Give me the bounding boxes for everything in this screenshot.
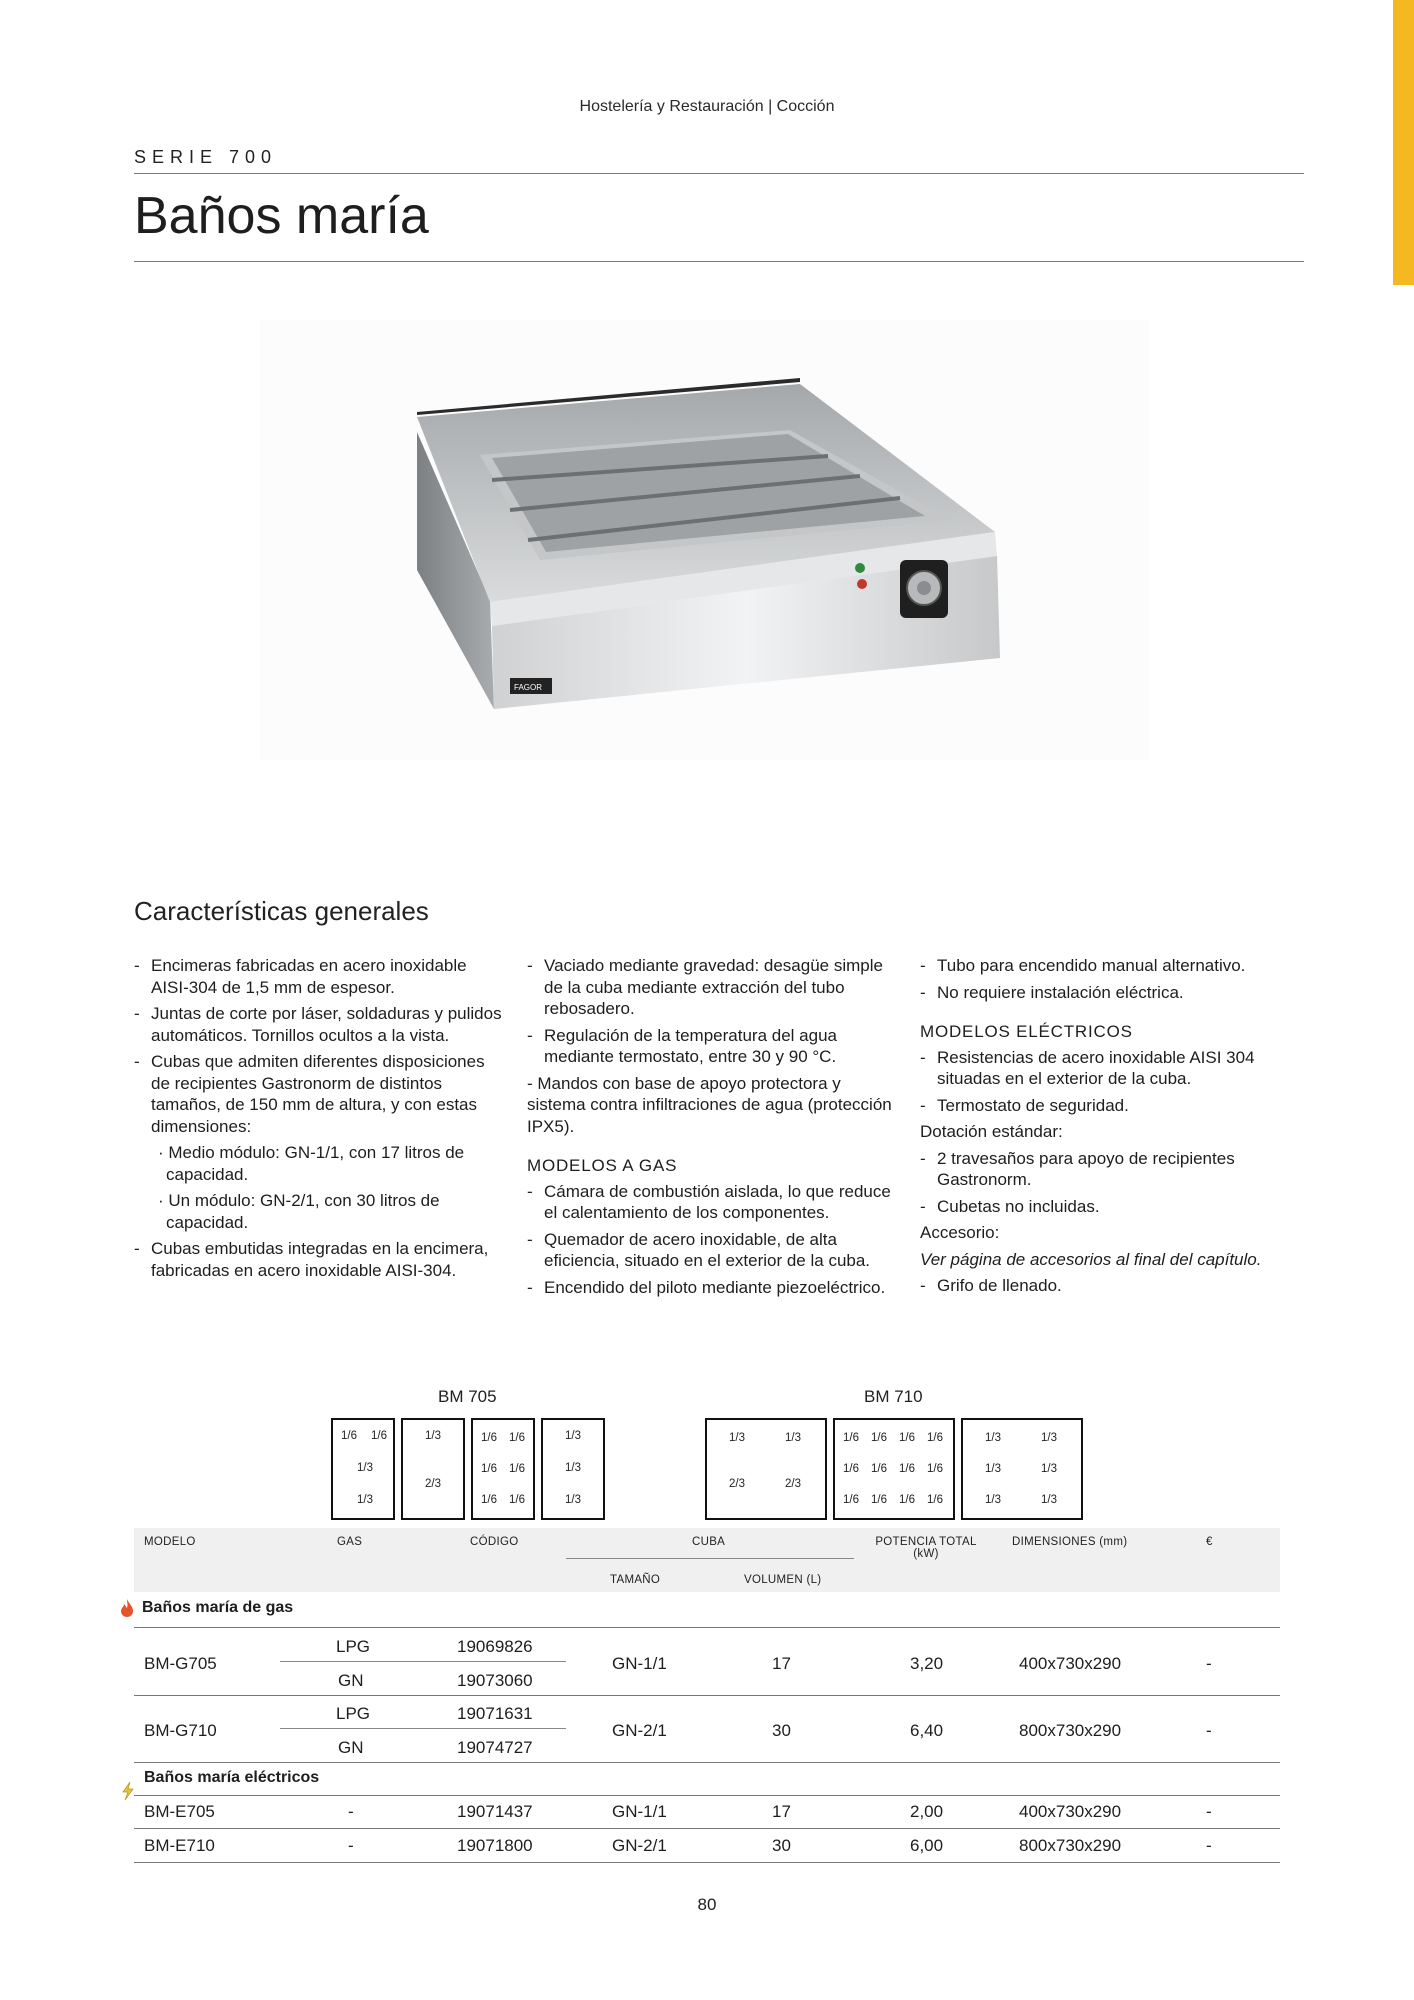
accessory-note: Ver página de accesorios al final del capítulo. [920, 1249, 1262, 1269]
list-item: - Grifo de llenado. [920, 1275, 1290, 1297]
brand-logo-text: FAGOR [514, 683, 543, 692]
cell-potencia: 2,00 [910, 1802, 944, 1821]
table-divider [280, 1661, 566, 1662]
header-potencia-unit: (kW) [913, 1548, 939, 1560]
cell-gas: GN [338, 1738, 364, 1757]
header-precio: € [1206, 1536, 1213, 1548]
cell-tamano: GN-1/1 [612, 1654, 667, 1673]
gn-cell: 1/6 [871, 1494, 887, 1506]
gn-cell: 1/3 [985, 1494, 1001, 1506]
list-item: - Regulación de la temperatura del agua mediante termostato, entre 30 y 90 °C. [527, 1025, 897, 1068]
cell-volumen: 17 [772, 1802, 791, 1821]
gn-cell: 1/6 [843, 1432, 859, 1444]
breadcrumb: Hostelería y Restauración | Cocción [579, 98, 835, 115]
header-potencia: POTENCIA TOTAL [875, 1536, 977, 1548]
gn-cell: 1/3 [985, 1463, 1001, 1475]
gn-cell: 1/6 [899, 1463, 915, 1475]
gn-cell: 1/3 [729, 1432, 745, 1444]
cell-tamano: GN-2/1 [612, 1721, 667, 1740]
header-cuba: CUBA [692, 1536, 726, 1548]
list-item: - Cámara de combustión aislada, lo que reduce el calentamiento de los componentes. [527, 1181, 897, 1224]
electric-category-title: Baños maría eléctricos [144, 1769, 320, 1786]
gn-cell: 1/3 [565, 1494, 581, 1506]
list-item: - Cubas embutidas integradas en la encimera, fabricadas en acero inoxidable AISI-304. [134, 1238, 504, 1281]
gn-cell: 1/6 [927, 1494, 943, 1506]
gn-layout-diagram [833, 1418, 955, 1520]
gn-cell: 1/3 [1041, 1432, 1057, 1444]
cell-precio: - [1206, 1654, 1212, 1673]
gn-cell: 1/3 [357, 1462, 373, 1474]
list-item: · Un módulo: GN-2/1, con 30 litros de capacidad. [158, 1191, 440, 1232]
table-divider [134, 1695, 1280, 1696]
cell-modelo: BM-G710 [144, 1721, 217, 1740]
table-divider [134, 1627, 1280, 1628]
cell-gas: - [348, 1836, 354, 1855]
cell-tamano: GN-1/1 [612, 1802, 667, 1821]
cell-volumen: 30 [772, 1721, 791, 1740]
gn-cell: 2/3 [785, 1478, 801, 1490]
gn-cell: 1/3 [425, 1430, 441, 1442]
cell-codigo: 19071631 [457, 1704, 533, 1723]
gn-cell: 1/6 [481, 1432, 497, 1444]
gn-cell: 1/6 [843, 1494, 859, 1506]
standard-equipment-title: Dotación estándar: [920, 1122, 1063, 1141]
cell-modelo: BM-E710 [144, 1836, 215, 1855]
gn-cell: 1/6 [341, 1430, 357, 1442]
header-tamano: TAMAÑO [610, 1574, 661, 1586]
divider [134, 261, 1304, 262]
header-modelo: MODELO [144, 1536, 196, 1548]
cell-potencia: 6,40 [910, 1721, 944, 1740]
gn-cell: 1/3 [785, 1432, 801, 1444]
gn-cell: 1/6 [509, 1432, 525, 1444]
gn-cell: 1/6 [927, 1463, 943, 1475]
bm710-label: BM 710 [864, 1387, 923, 1406]
divider [134, 173, 1304, 174]
list-item: - Mandos con base de apoyo protectora y sistema contra infiltraciones de agua (protección IPX5). [527, 1073, 892, 1136]
red-indicator-icon [857, 579, 867, 589]
table-divider [134, 1762, 1280, 1763]
gn-cell: 1/3 [565, 1462, 581, 1474]
gas-category-title: Baños maría de gas [142, 1599, 294, 1616]
cell-codigo: 19069826 [457, 1637, 533, 1656]
gn-layout-diagram [961, 1418, 1083, 1520]
features-column-1 [134, 955, 504, 1286]
gn-cell: 1/3 [1041, 1463, 1057, 1475]
gn-cell: 1/6 [899, 1494, 915, 1506]
cell-gas: - [348, 1802, 354, 1821]
gn-cell: 1/6 [843, 1463, 859, 1475]
list-item: - Cubetas no incluidas. [920, 1196, 1290, 1218]
accessory-title: Accesorio: [920, 1223, 1000, 1242]
cell-dimensiones: 800x730x290 [1019, 1721, 1122, 1740]
cell-precio: - [1206, 1836, 1212, 1855]
cell-tamano: GN-2/1 [612, 1836, 667, 1855]
gn-cell: 1/6 [371, 1430, 387, 1442]
gn-cell: 1/6 [871, 1432, 887, 1444]
list-item: - Encimeras fabricadas en acero inoxidable AISI-304 de 1,5 mm de espesor. [134, 955, 504, 998]
gn-layout-diagram [401, 1418, 465, 1520]
gn-cell: 1/6 [481, 1463, 497, 1475]
gn-cell: 1/3 [985, 1432, 1001, 1444]
cell-precio: - [1206, 1721, 1212, 1740]
list-item: - 2 travesaños para apoyo de recipientes Gastronorm. [920, 1148, 1290, 1191]
cell-dimensiones: 800x730x290 [1019, 1836, 1122, 1855]
gn-layout-diagram [705, 1418, 827, 1520]
header-volumen: VOLUMEN (L) [744, 1574, 822, 1586]
table-divider [134, 1828, 1280, 1829]
features-column-3 [920, 955, 1290, 1302]
cell-codigo: 19073060 [457, 1671, 533, 1690]
cell-modelo: BM-E705 [144, 1802, 215, 1821]
bm705-label: BM 705 [438, 1387, 497, 1406]
list-item: - No requiere instalación eléctrica. [920, 982, 1290, 1004]
table-divider [134, 1862, 1280, 1863]
electric-models-title: MODELOS ELÉCTRICOS [920, 1022, 1133, 1041]
gn-cell: 1/6 [871, 1463, 887, 1475]
cell-potencia: 6,00 [910, 1836, 944, 1855]
cell-volumen: 17 [772, 1654, 791, 1673]
table-divider [134, 1795, 1280, 1796]
page-number: 80 [697, 1895, 717, 1914]
gn-cell: 2/3 [425, 1478, 441, 1490]
list-item: - Termostato de seguridad. [920, 1095, 1290, 1117]
list-item: - Tubo para encendido manual alternativo. [920, 955, 1290, 977]
list-item: - Juntas de corte por láser, soldaduras y pulidos automáticos. Tornillos ocultos a la vista. [134, 1003, 504, 1046]
cell-codigo: 19074727 [457, 1738, 533, 1757]
list-item: - Quemador de acero inoxidable, de alta eficiencia, situado en el exterior de la cuba. [527, 1229, 897, 1272]
cell-potencia: 3,20 [910, 1654, 944, 1673]
bain-marie-image [260, 320, 1150, 760]
header-dimensiones: DIMENSIONES (mm) [1012, 1536, 1128, 1548]
cell-gas: LPG [336, 1637, 371, 1656]
features-column-2 [527, 955, 897, 1303]
cell-precio: - [1206, 1802, 1212, 1821]
cell-modelo: BM-G705 [144, 1654, 217, 1673]
divider [566, 1558, 854, 1559]
gn-cell: 2/3 [729, 1478, 745, 1490]
cell-dimensiones: 400x730x290 [1019, 1802, 1122, 1821]
lightning-icon [121, 1781, 135, 1801]
gn-cell: 1/6 [509, 1494, 525, 1506]
cell-dimensiones: 400x730x290 [1019, 1654, 1122, 1673]
gn-layout-diagram [471, 1418, 535, 1520]
gn-layout-diagram [331, 1418, 395, 1520]
product-photo [260, 320, 1150, 760]
cell-gas: GN [338, 1671, 364, 1690]
features-title: Características generales [134, 896, 429, 926]
gn-cell: 1/6 [899, 1432, 915, 1444]
header-gas: GAS [337, 1536, 363, 1548]
gn-cell: 1/6 [509, 1463, 525, 1475]
chapter-tab [1393, 0, 1414, 285]
gn-cell: 1/3 [565, 1430, 581, 1442]
flame-icon [120, 1598, 134, 1618]
list-item: - Encendido del piloto mediante piezoeléctrico. [527, 1277, 897, 1299]
series-label: SERIE 700 [134, 147, 278, 167]
header-codigo: CÓDIGO [470, 1536, 519, 1548]
cell-codigo: 19071437 [457, 1802, 533, 1821]
gas-models-title: MODELOS A GAS [527, 1156, 678, 1175]
cell-volumen: 30 [772, 1836, 791, 1855]
gn-cell: 1/6 [927, 1432, 943, 1444]
page-title: Baños maría [134, 187, 429, 245]
gn-cell: 1/3 [1041, 1494, 1057, 1506]
list-item: · Medio módulo: GN-1/1, con 17 litros de capacidad. [158, 1143, 465, 1184]
list-item: - Vaciado mediante gravedad: desagüe simple de la cuba mediante extracción del tubo rebosadero. [527, 955, 897, 1020]
cell-codigo: 19071800 [457, 1836, 533, 1855]
cell-gas: LPG [336, 1704, 371, 1723]
list-item: - Resistencias de acero inoxidable AISI 304 situadas en el exterior de la cuba. [920, 1047, 1290, 1090]
gn-cell: 1/3 [357, 1494, 373, 1506]
gn-cell: 1/6 [481, 1494, 497, 1506]
table-header [134, 1528, 1280, 1592]
green-indicator-icon [855, 563, 865, 573]
gn-layout-diagram [541, 1418, 605, 1520]
table-divider [280, 1728, 566, 1729]
list-item: - Cubas que admiten diferentes disposiciones de recipientes Gastronorm de distintos tamaños, de 150 mm de altura, y con estas dimensiones: [134, 1051, 504, 1137]
